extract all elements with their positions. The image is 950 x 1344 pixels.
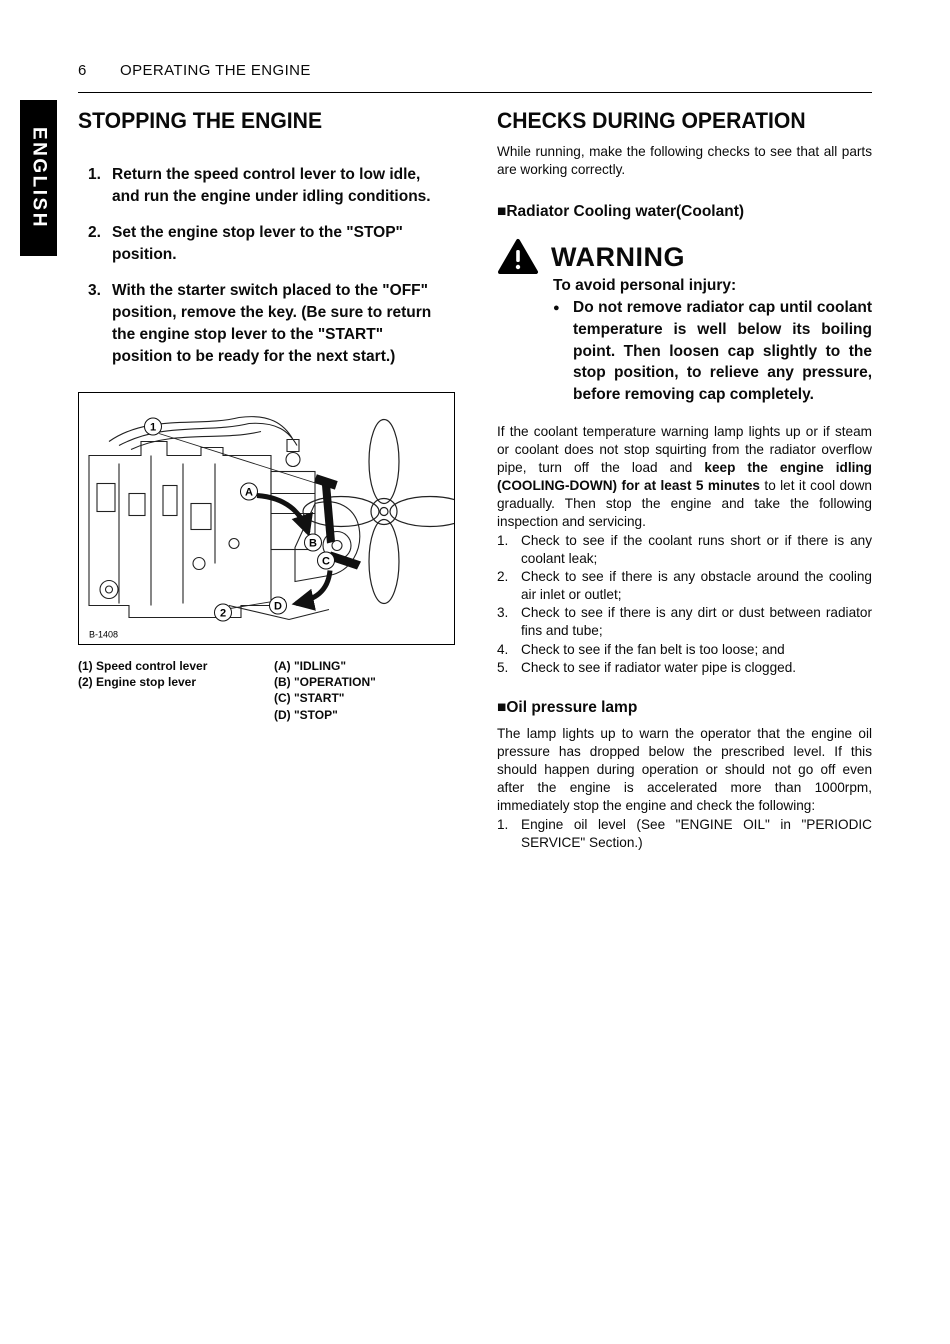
step-text: Set the engine stop lever to the "STOP" position. [112,224,403,263]
step-number: 3. [88,282,101,299]
check-number: 1. [497,533,509,549]
language-tab-label: ENGLISH [28,127,50,229]
step-text: Return the speed control lever to low idle, and run the engine under idling conditions. [112,166,431,205]
legend-item: (2) Engine stop lever [78,675,197,690]
coolant-paragraph [497,423,872,531]
legend-positions [274,658,455,723]
language-tab [20,100,57,256]
step-item [88,222,447,266]
callout-C: C [322,555,330,568]
callout-D: D [274,600,282,613]
warning-header [497,238,872,276]
header-title: OPERATING THE ENGINE [120,62,311,79]
engine-figure [78,392,455,645]
callouts [145,418,335,621]
check-text: Engine oil level (See "ENGINE OIL" in "PERIODIC SERVICE" Section.) [521,817,872,851]
engine-block-drawing [89,417,360,620]
section-title-checks: CHECKS DURING OPERATION [497,108,806,133]
check-item [497,532,872,568]
stopping-steps-list [78,164,455,368]
check-number: 1. [497,817,509,833]
warning-block [497,238,872,405]
callout-A: A [245,486,253,499]
callout-2: 2 [219,607,227,620]
coolant-text-bold: keep the engine idling (COOLING-DOWN) for at least 5 minutes [497,459,872,493]
legend-item: (B) "OPERATION" [274,675,376,690]
step-number: 2. [88,224,101,241]
step-item [88,164,447,208]
checks-intro: While running, make the following checks to see that all parts are working correctly. [497,144,872,178]
header-rule [78,92,872,93]
check-text: Check to see if the fan belt is too loose; and [521,641,785,657]
step-item [88,280,447,368]
oil-heading: ■Oil pressure lamp [497,698,638,716]
legend-item: (1) Speed control lever [78,659,208,673]
check-number: 5. [497,659,509,675]
callout-B: B [309,537,317,550]
check-item [497,816,872,852]
check-number: 2. [497,569,509,585]
check-item [497,604,872,640]
legend-item: (C) "START" [274,691,345,706]
section-title-stopping: STOPPING THE ENGINE [78,108,323,133]
oil-paragraph: The lamp lights up to warn the operator that the engine oil pressure has dropped below the prescribed level. If this should happen during operation or should not go off even after the engine is accelerated more than 1000rpm, immediately stop the engine and check the following: [497,725,872,813]
page-number: 6 [78,62,87,79]
check-item [497,659,872,677]
step-text: With the starter switch placed to the "OFF" position, remove the key. (Be sure to return the engine stop lever to the "START" position to be ready for the next start.) [112,282,432,365]
check-text: Check to see if the coolant runs short or if there is any coolant leak; [521,533,872,567]
coolant-text-1: If the coolant temperature warning lamp lights up or if steam or coolant does not stop squirting from the radiator overflow pipe, turn off the load and [497,423,872,475]
legend-item: (D) "STOP" [274,707,338,722]
check-item [497,568,872,604]
figure-code: B-1408 [89,629,119,640]
check-item [497,641,872,659]
check-text: Check to see if there is any obstacle around the cooling air inlet or outlet; [521,569,872,603]
check-number: 4. [497,641,509,657]
right-column [497,108,872,852]
warning-subtitle: To avoid personal injury: [553,277,737,295]
warning-bullet-item [553,297,872,405]
legend-item: (A) "IDLING" [274,659,347,673]
warning-icon [497,238,539,276]
step-number: 1. [88,166,101,183]
bullet-icon: ● [553,302,560,315]
oil-list [497,816,872,852]
check-number: 3. [497,605,509,621]
warning-title: WARNING [551,241,685,272]
coolant-checks-list [497,532,872,677]
coolant-text-2: to let it cool down gradually. Then stop the engine and take the following inspection and servicing. [497,477,872,529]
callout-1: 1 [149,421,157,434]
content-columns [78,108,872,852]
engine-line-drawing [79,393,454,644]
left-column [78,108,455,852]
page-header [78,62,311,79]
figure-legend [78,658,455,723]
legend-parts [78,658,274,723]
warning-bullet-text: Do not remove radiator cap until coolant temperature is well below its boiling point. Then loosen cap slightly to the stop position, to relieve any pressure, before removing cap completely. [573,299,872,403]
check-text: Check to see if there is any dirt or dust between radiator fins and tube; [521,605,872,639]
radiator-heading: ■Radiator Cooling water(Coolant) [497,203,745,221]
check-text: Check to see if radiator water pipe is clogged. [521,659,797,675]
